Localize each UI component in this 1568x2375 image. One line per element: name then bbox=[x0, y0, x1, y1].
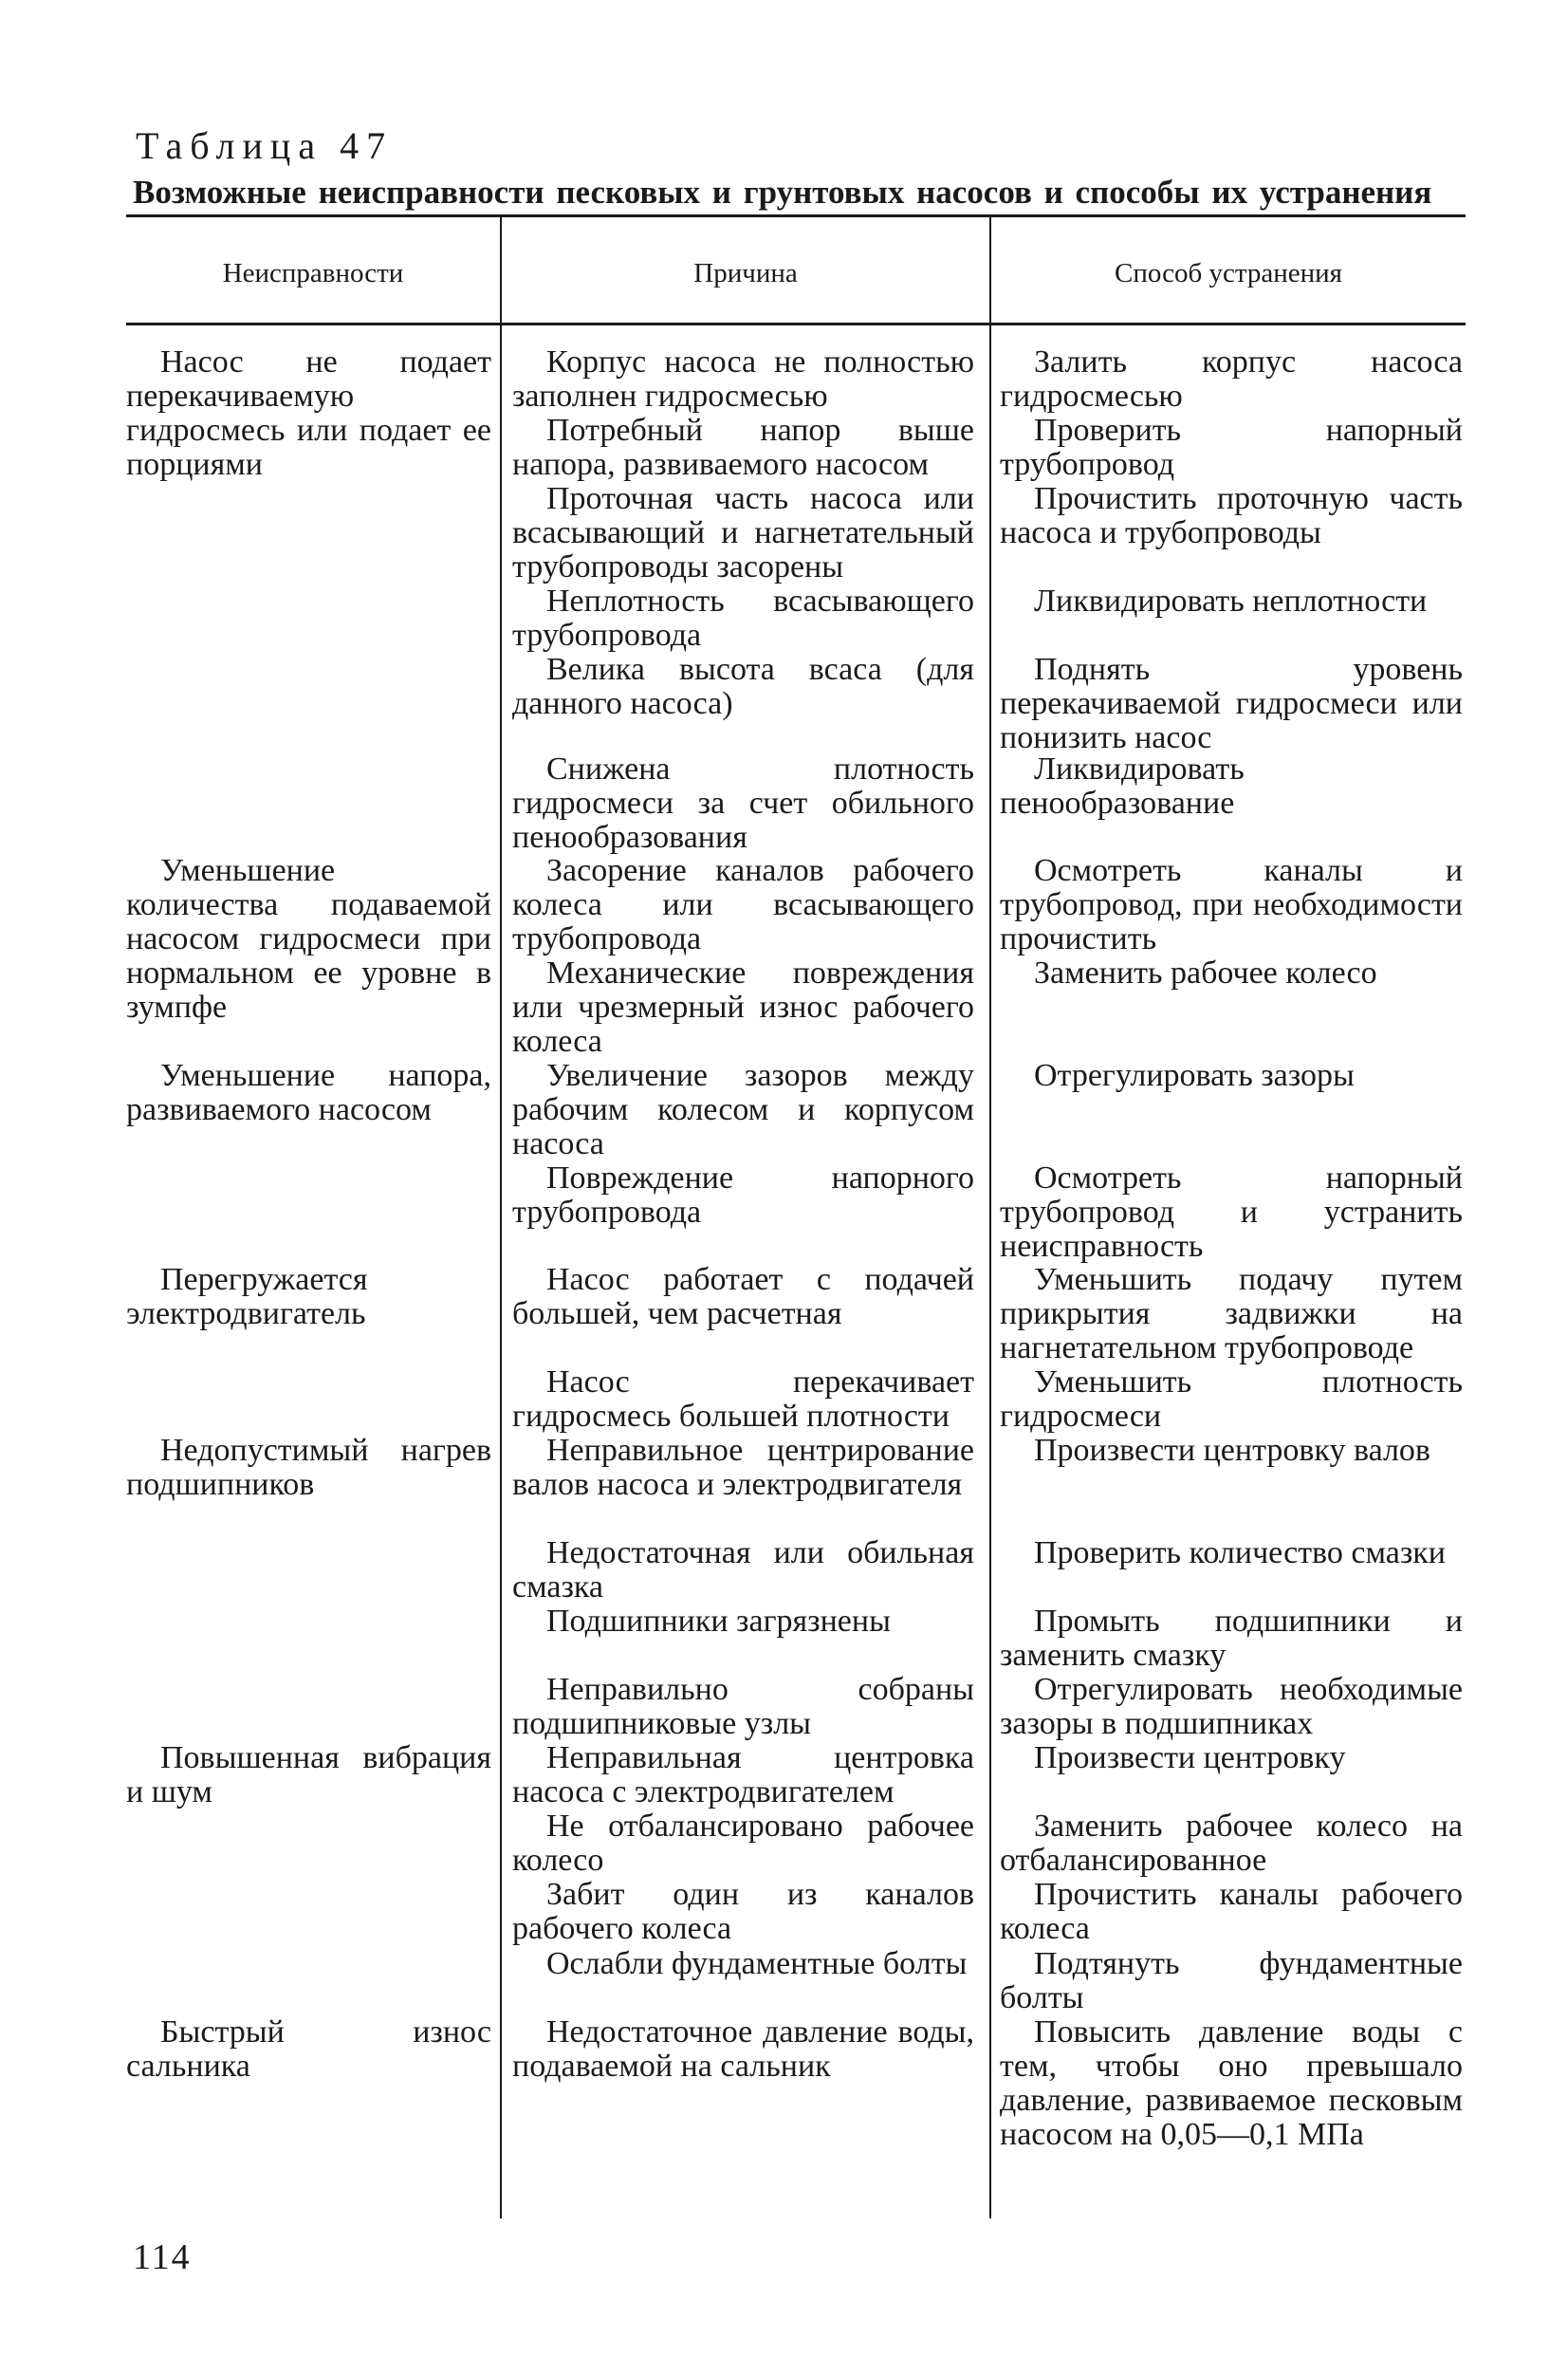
remedy-cell: Повысить давление воды с тем, чтобы оно превышало давление, развиваемое песковым насосом на 0,05—0,1 МПа bbox=[1000, 2014, 1463, 2152]
fault-cell: Недопустимый нагрев подшипников bbox=[126, 1433, 491, 1502]
cause-cell: Забит один из каналов рабочего колеса bbox=[512, 1877, 974, 1946]
cause-cell: Потребный напор выше напора, развиваемого насосом bbox=[512, 413, 974, 482]
remedy-cell: Прочистить проточную часть насоса и трубопроводы bbox=[1000, 481, 1463, 550]
page-number: 114 bbox=[133, 2237, 192, 2277]
fault-cell: Уменьшение напора, развиваемого насосом bbox=[126, 1058, 491, 1127]
cause-cell: Недостаточная или обильная смазка bbox=[512, 1535, 974, 1605]
remedy-cell: Поднять уровень перекачиваемой гидросмеси или понизить насос bbox=[1000, 652, 1463, 755]
cause-cell: Механические повреждения или чрезмерный износ рабочего колеса bbox=[512, 956, 974, 1059]
cause-cell: Проточная часть насоса или всасывающий и нагнетательный трубопроводы засорены bbox=[512, 481, 974, 584]
remedy-cell: Уменьшить подачу путем прикрытия задвижки на нагнетательном трубопроводе bbox=[1000, 1262, 1463, 1365]
fault-cell: Насос не подает перекачиваемую гидросмесь или подает ее порциями bbox=[126, 344, 491, 482]
cause-cell: Ослабли фундаментные болты bbox=[546, 1946, 968, 1981]
remedy-cell: Прочистить каналы рабочего колеса bbox=[1000, 1877, 1463, 1946]
cause-cell: Неправильно собраны подшипниковые узлы bbox=[512, 1672, 974, 1741]
remedy-cell: Ликвидировать пенообразование bbox=[1000, 751, 1245, 821]
cause-cell: Недостаточное давление воды, подаваемой на сальник bbox=[512, 2014, 974, 2084]
remedy-cell: Промыть подшипники и заменить смазку bbox=[1000, 1604, 1463, 1673]
remedy-cell: Произвести центровку валов bbox=[1034, 1433, 1430, 1468]
remedy-cell: Заменить рабочее колесо bbox=[1034, 956, 1377, 991]
fault-cell: Уменьшение количества подаваемой насосом гидросмеси при нормальном ее уровне в зумпфе bbox=[126, 853, 491, 1025]
cause-cell: Засорение каналов рабочего колеса или всасывающего трубопровода bbox=[512, 853, 974, 956]
cause-cell: Увеличение зазоров между рабочим колесом и корпусом насоса bbox=[512, 1058, 974, 1161]
remedy-cell: Отрегулировать необходимые зазоры в подшипниках bbox=[1000, 1672, 1463, 1741]
column-divider-1 bbox=[500, 216, 502, 2218]
remedy-cell: Осмотреть напорный трубопровод и устранить неисправность bbox=[1000, 1160, 1463, 1264]
remedy-cell: Залить корпус насоса гидросмесью bbox=[1000, 344, 1463, 414]
table-title: Возможные неисправности песковых и грунтовых насосов и способы их устранения bbox=[133, 174, 1432, 211]
fault-cell: Перегружается электродвигатель bbox=[126, 1262, 368, 1331]
remedy-cell: Ликвидировать неплотности bbox=[1034, 584, 1428, 619]
cause-cell: Неплотность всасывающего трубопровода bbox=[512, 584, 974, 653]
remedy-cell: Проверить количество смазки bbox=[1034, 1535, 1446, 1570]
remedy-cell: Уменьшить плотность гидросмеси bbox=[1000, 1364, 1463, 1434]
header-remedy: Способ устранения bbox=[1114, 258, 1342, 288]
cause-cell: Корпус насоса не полностью заполнен гидросмесью bbox=[512, 344, 974, 414]
fault-cell: Повышенная вибрация и шум bbox=[126, 1740, 491, 1809]
remedy-cell: Проверить напорный трубопровод bbox=[1000, 413, 1463, 482]
column-divider-2 bbox=[989, 216, 991, 2218]
cause-cell: Не отбалансировано рабочее колесо bbox=[512, 1809, 974, 1878]
header-faults: Неисправности bbox=[222, 258, 404, 288]
remedy-cell: Заменить рабочее колесо на отбалансированное bbox=[1000, 1809, 1463, 1878]
header-cause: Причина bbox=[693, 258, 798, 288]
fault-cell: Быстрый износ сальника bbox=[126, 2014, 491, 2084]
remedy-cell: Отрегулировать зазоры bbox=[1034, 1058, 1355, 1093]
top-rule bbox=[126, 214, 1466, 217]
remedy-cell: Подтянуть фундаментные болты bbox=[1000, 1946, 1463, 2015]
cause-cell: Насос перекачивает гидросмесь большей плотности bbox=[512, 1364, 974, 1434]
cause-cell: Снижена плотность гидросмеси за счет обильного пенообразования bbox=[512, 751, 974, 855]
cause-cell: Насос работает с подачей большей, чем расчетная bbox=[512, 1262, 974, 1331]
cause-cell: Неправильная центровка насоса с электродвигателем bbox=[512, 1740, 974, 1809]
cause-cell: Повреждение напорного трубопровода bbox=[512, 1160, 974, 1230]
table-caption: Таблица 47 bbox=[136, 124, 394, 167]
remedy-cell: Осмотреть каналы и трубопровод, при необходимости прочистить bbox=[1000, 853, 1463, 956]
cause-cell: Подшипники загрязнены bbox=[546, 1604, 891, 1639]
cause-cell: Неправильное центрирование валов насоса и электродвигателя bbox=[512, 1433, 974, 1502]
cause-cell: Велика высота всаса (для данного насоса) bbox=[512, 652, 974, 721]
header-bottom-rule bbox=[126, 323, 1466, 325]
remedy-cell: Произвести центровку bbox=[1034, 1740, 1346, 1775]
